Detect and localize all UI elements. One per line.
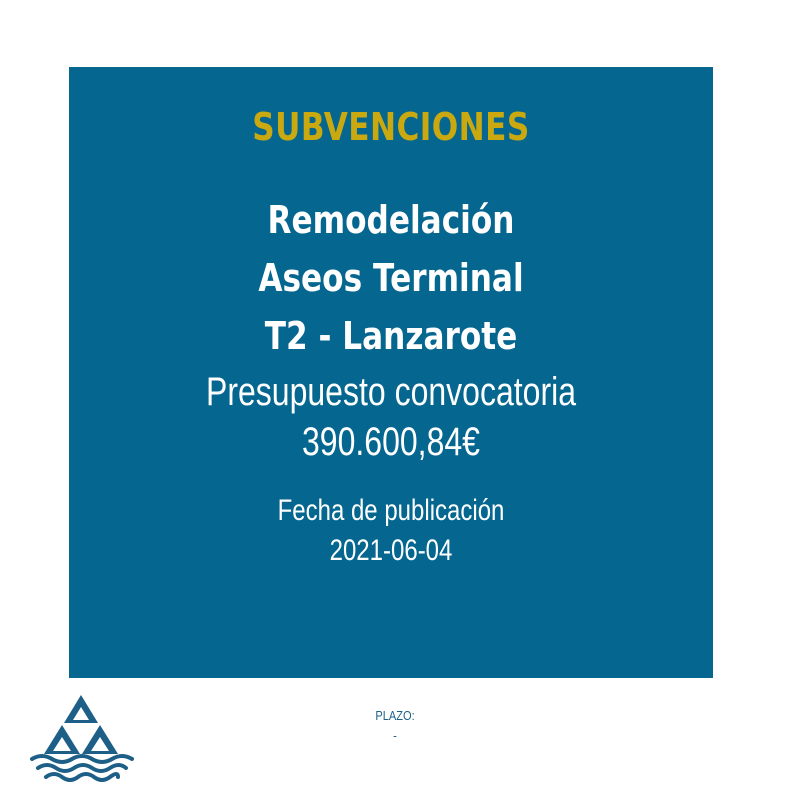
project-title [69, 191, 713, 365]
budget-value: 390.600,84€ [302, 420, 480, 464]
project-title-line-2: Aseos Terminal [258, 256, 524, 300]
publication-block [69, 491, 713, 571]
mountains-waves-logo-icon [28, 693, 134, 783]
project-title-line-3: T2 - Lanzarote [264, 314, 518, 358]
budget-block [69, 367, 713, 467]
category-heading: SUBVENCIONES [252, 105, 530, 149]
publication-label: Fecha de publicación [277, 494, 505, 527]
publication-date: 2021-06-04 [329, 534, 453, 567]
deadline-block [345, 706, 445, 746]
budget-label: Presupuesto convocatoria [206, 370, 576, 414]
project-title-line-1: Remodelación [267, 198, 515, 242]
info-panel [69, 67, 713, 678]
deadline-value: - [393, 728, 397, 743]
deadline-label: PLAZO: [375, 708, 415, 723]
